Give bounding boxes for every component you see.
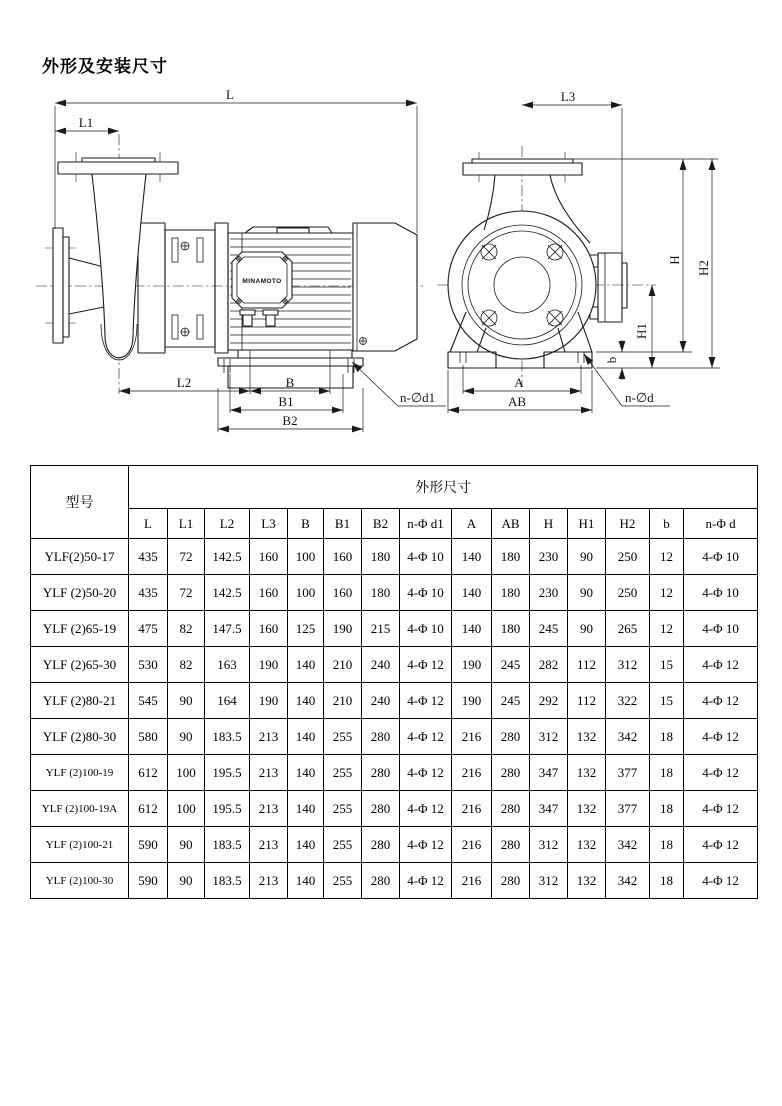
value-cell: 255 xyxy=(324,755,362,791)
value-cell: 250 xyxy=(606,539,650,575)
front-view-drawing xyxy=(437,89,720,413)
value-cell: 4-Φ 10 xyxy=(684,611,758,647)
value-cell: 90 xyxy=(168,863,205,899)
value-cell: 342 xyxy=(606,827,650,863)
value-cell: 140 xyxy=(288,719,324,755)
value-cell: 475 xyxy=(129,611,168,647)
table-row xyxy=(31,719,758,755)
dimension-table xyxy=(30,465,758,899)
dim-label-L3: L3 xyxy=(560,89,576,104)
hole-callout-d xyxy=(584,354,670,406)
value-cell: 4-Φ 12 xyxy=(400,647,452,683)
value-cell: 140 xyxy=(288,683,324,719)
value-cell: 90 xyxy=(168,827,205,863)
value-cell: 140 xyxy=(288,863,324,899)
value-cell: 160 xyxy=(250,539,288,575)
value-cell: 4-Φ 10 xyxy=(400,575,452,611)
value-cell: 342 xyxy=(606,863,650,899)
brand-label: MINAMOTO xyxy=(242,278,282,285)
column-header: B1 xyxy=(324,509,362,539)
value-cell: 213 xyxy=(250,755,288,791)
value-cell: 140 xyxy=(288,827,324,863)
value-cell: 4-Φ 12 xyxy=(400,755,452,791)
value-cell: 140 xyxy=(452,611,492,647)
table-row xyxy=(31,827,758,863)
value-cell: 160 xyxy=(250,575,288,611)
value-cell: 90 xyxy=(168,683,205,719)
value-cell: 190 xyxy=(452,647,492,683)
dim-label-n-d1: n-∅d1 xyxy=(400,390,436,405)
value-cell: 280 xyxy=(362,719,400,755)
value-cell: 132 xyxy=(568,863,606,899)
table-row xyxy=(31,755,758,791)
value-cell: 4-Φ 12 xyxy=(684,719,758,755)
value-cell: 4-Φ 10 xyxy=(684,539,758,575)
model-cell: YLF (2)50-20 xyxy=(31,575,129,611)
dim-label-L1: L1 xyxy=(78,115,94,130)
model-cell: YLF (2)100-30 xyxy=(31,863,129,899)
value-cell: 292 xyxy=(530,683,568,719)
dim-label-H2: H2 xyxy=(696,260,711,276)
value-cell: 210 xyxy=(324,683,362,719)
value-cell: 140 xyxy=(288,791,324,827)
value-cell: 312 xyxy=(530,863,568,899)
column-header: A xyxy=(452,509,492,539)
value-cell: 180 xyxy=(492,611,530,647)
value-cell: 377 xyxy=(606,791,650,827)
table-row xyxy=(31,791,758,827)
column-header: B xyxy=(288,509,324,539)
value-cell: 180 xyxy=(362,575,400,611)
value-cell: 280 xyxy=(362,755,400,791)
page-title: 外形及安装尺寸 xyxy=(42,57,168,76)
value-cell: 183.5 xyxy=(205,827,250,863)
value-cell: 280 xyxy=(492,791,530,827)
model-cell: YLF (2)100-19 xyxy=(31,755,129,791)
value-cell: 230 xyxy=(530,575,568,611)
value-cell: 255 xyxy=(324,791,362,827)
value-cell: 4-Φ 12 xyxy=(684,791,758,827)
value-cell: 195.5 xyxy=(205,791,250,827)
fan-cover xyxy=(353,223,417,351)
value-cell: 190 xyxy=(250,647,288,683)
value-cell: 90 xyxy=(568,539,606,575)
value-cell: 82 xyxy=(168,611,205,647)
model-column-header: 型号 xyxy=(31,466,129,539)
value-cell: 160 xyxy=(250,611,288,647)
value-cell: 4-Φ 12 xyxy=(684,863,758,899)
value-cell: 580 xyxy=(129,719,168,755)
value-cell: 195.5 xyxy=(205,755,250,791)
value-cell: 215 xyxy=(362,611,400,647)
value-cell: 280 xyxy=(492,719,530,755)
column-header: H xyxy=(530,509,568,539)
discharge-flange xyxy=(58,158,178,360)
value-cell: 282 xyxy=(530,647,568,683)
value-cell: 255 xyxy=(324,719,362,755)
value-cell: 250 xyxy=(606,575,650,611)
value-cell: 280 xyxy=(492,827,530,863)
value-cell: 190 xyxy=(452,683,492,719)
dim-label-L2: L2 xyxy=(176,375,192,390)
dim-label-B1: B1 xyxy=(278,394,294,409)
value-cell: 312 xyxy=(606,647,650,683)
value-cell: 18 xyxy=(650,791,684,827)
value-cell: 245 xyxy=(492,647,530,683)
value-cell: 90 xyxy=(568,575,606,611)
value-cell: 183.5 xyxy=(205,863,250,899)
dim-label-H1: H1 xyxy=(634,323,649,339)
column-header: b xyxy=(650,509,684,539)
model-cell: YLF (2)100-19A xyxy=(31,791,129,827)
value-cell: 112 xyxy=(568,647,606,683)
value-cell: 100 xyxy=(288,575,324,611)
value-cell: 132 xyxy=(568,755,606,791)
value-cell: 4-Φ 12 xyxy=(684,683,758,719)
dim-label-B: B xyxy=(285,375,295,390)
dim-label-B2: B2 xyxy=(282,413,298,428)
value-cell: 240 xyxy=(362,683,400,719)
value-cell: 100 xyxy=(288,539,324,575)
model-cell: YLF (2)65-19 xyxy=(31,611,129,647)
value-cell: 435 xyxy=(129,575,168,611)
value-cell: 216 xyxy=(452,827,492,863)
value-cell: 147.5 xyxy=(205,611,250,647)
cable-glands xyxy=(240,310,278,326)
value-cell: 100 xyxy=(168,791,205,827)
table-row xyxy=(31,647,758,683)
technical-drawing xyxy=(0,88,782,440)
value-cell: 160 xyxy=(324,539,362,575)
value-cell: 612 xyxy=(129,755,168,791)
value-cell: 213 xyxy=(250,863,288,899)
hole-callout-d1 xyxy=(352,362,446,406)
terminal-box xyxy=(232,252,292,308)
value-cell: 545 xyxy=(129,683,168,719)
value-cell: 312 xyxy=(530,719,568,755)
value-cell: 72 xyxy=(168,539,205,575)
value-cell: 112 xyxy=(568,683,606,719)
value-cell: 347 xyxy=(530,755,568,791)
value-cell: 90 xyxy=(168,719,205,755)
value-cell: 4-Φ 12 xyxy=(400,683,452,719)
value-cell: 213 xyxy=(250,827,288,863)
table-row xyxy=(31,611,758,647)
value-cell: 140 xyxy=(288,755,324,791)
dim-label-L: L xyxy=(226,88,234,102)
value-cell: 612 xyxy=(129,791,168,827)
model-cell: YLF (2)80-21 xyxy=(31,683,129,719)
dim-label-b: b xyxy=(604,356,619,364)
value-cell: 322 xyxy=(606,683,650,719)
value-cell: 280 xyxy=(362,863,400,899)
value-cell: 100 xyxy=(168,755,205,791)
value-cell: 265 xyxy=(606,611,650,647)
value-cell: 245 xyxy=(530,611,568,647)
value-cell: 15 xyxy=(650,647,684,683)
value-cell: 4-Φ 10 xyxy=(400,539,452,575)
column-header: B2 xyxy=(362,509,400,539)
value-cell: 216 xyxy=(452,755,492,791)
value-cell: 347 xyxy=(530,791,568,827)
value-cell: 590 xyxy=(129,827,168,863)
value-cell: 140 xyxy=(452,575,492,611)
value-cell: 245 xyxy=(492,683,530,719)
value-cell: 230 xyxy=(530,539,568,575)
column-header: AB xyxy=(492,509,530,539)
value-cell: 530 xyxy=(129,647,168,683)
column-header: L2 xyxy=(205,509,250,539)
value-cell: 4-Φ 10 xyxy=(400,611,452,647)
screw-icon xyxy=(283,299,288,304)
screw-icon xyxy=(283,257,288,262)
dim-label-AB: AB xyxy=(507,394,527,409)
value-cell: 435 xyxy=(129,539,168,575)
value-cell: 132 xyxy=(568,827,606,863)
column-header: L xyxy=(129,509,168,539)
column-header: L3 xyxy=(250,509,288,539)
plug-mark xyxy=(181,242,189,250)
dimension-table-body xyxy=(31,539,758,899)
value-cell: 142.5 xyxy=(205,539,250,575)
value-cell: 160 xyxy=(324,575,362,611)
value-cell: 216 xyxy=(452,863,492,899)
table-row xyxy=(31,539,758,575)
value-cell: 4-Φ 12 xyxy=(400,791,452,827)
pump-bracket xyxy=(138,223,228,353)
value-cell: 4-Φ 12 xyxy=(684,827,758,863)
dim-label-H: H xyxy=(667,255,682,265)
value-cell: 377 xyxy=(606,755,650,791)
value-cell: 280 xyxy=(362,791,400,827)
value-cell: 164 xyxy=(205,683,250,719)
value-cell: 4-Φ 10 xyxy=(684,575,758,611)
column-header: L1 xyxy=(168,509,205,539)
value-cell: 18 xyxy=(650,719,684,755)
value-cell: 4-Φ 12 xyxy=(400,719,452,755)
nameplate xyxy=(277,228,309,233)
value-cell: 280 xyxy=(492,755,530,791)
value-cell: 342 xyxy=(606,719,650,755)
value-cell: 132 xyxy=(568,791,606,827)
value-cell: 12 xyxy=(650,575,684,611)
value-cell: 190 xyxy=(250,683,288,719)
value-cell: 280 xyxy=(492,863,530,899)
value-cell: 255 xyxy=(324,827,362,863)
group-header: 外形尺寸 xyxy=(129,466,758,509)
column-header: n-Φ d1 xyxy=(400,509,452,539)
value-cell: 216 xyxy=(452,791,492,827)
value-cell: 4-Φ 12 xyxy=(684,755,758,791)
dim-label-n-d: n-∅d xyxy=(625,390,654,405)
value-cell: 180 xyxy=(492,539,530,575)
column-header: H2 xyxy=(606,509,650,539)
value-cell: 213 xyxy=(250,719,288,755)
motor xyxy=(228,223,417,351)
value-cell: 18 xyxy=(650,755,684,791)
value-cell: 132 xyxy=(568,719,606,755)
model-cell: YLF(2)50-17 xyxy=(31,539,129,575)
value-cell: 12 xyxy=(650,539,684,575)
value-cell: 4-Φ 12 xyxy=(400,827,452,863)
value-cell: 210 xyxy=(324,647,362,683)
value-cell: 280 xyxy=(362,827,400,863)
table-row xyxy=(31,575,758,611)
value-cell: 72 xyxy=(168,575,205,611)
suction-flange xyxy=(53,228,104,343)
screw-icon xyxy=(237,299,242,304)
value-cell: 4-Φ 12 xyxy=(400,863,452,899)
value-cell: 18 xyxy=(650,827,684,863)
column-header: H1 xyxy=(568,509,606,539)
value-cell: 190 xyxy=(324,611,362,647)
volute-casing xyxy=(448,211,596,359)
value-cell: 140 xyxy=(452,539,492,575)
value-cell: 15 xyxy=(650,683,684,719)
value-cell: 125 xyxy=(288,611,324,647)
value-cell: 240 xyxy=(362,647,400,683)
value-cell: 18 xyxy=(650,863,684,899)
dim-label-A: A xyxy=(514,375,524,390)
value-cell: 590 xyxy=(129,863,168,899)
value-cell: 180 xyxy=(362,539,400,575)
side-view-drawing xyxy=(36,88,446,432)
value-cell: 183.5 xyxy=(205,719,250,755)
model-cell: YLF (2)100-21 xyxy=(31,827,129,863)
model-cell: YLF (2)65-30 xyxy=(31,647,129,683)
table-row xyxy=(31,683,758,719)
value-cell: 213 xyxy=(250,791,288,827)
column-header: n-Φ d xyxy=(684,509,758,539)
plug-mark xyxy=(181,328,189,336)
value-cell: 216 xyxy=(452,719,492,755)
screw-icon xyxy=(237,257,242,262)
value-cell: 312 xyxy=(530,827,568,863)
value-cell: 255 xyxy=(324,863,362,899)
model-cell: YLF (2)80-30 xyxy=(31,719,129,755)
value-cell: 180 xyxy=(492,575,530,611)
value-cell: 142.5 xyxy=(205,575,250,611)
value-cell: 140 xyxy=(288,647,324,683)
value-cell: 4-Φ 12 xyxy=(684,647,758,683)
value-cell: 163 xyxy=(205,647,250,683)
value-cell: 90 xyxy=(568,611,606,647)
value-cell: 82 xyxy=(168,647,205,683)
value-cell: 12 xyxy=(650,611,684,647)
table-row xyxy=(31,863,758,899)
